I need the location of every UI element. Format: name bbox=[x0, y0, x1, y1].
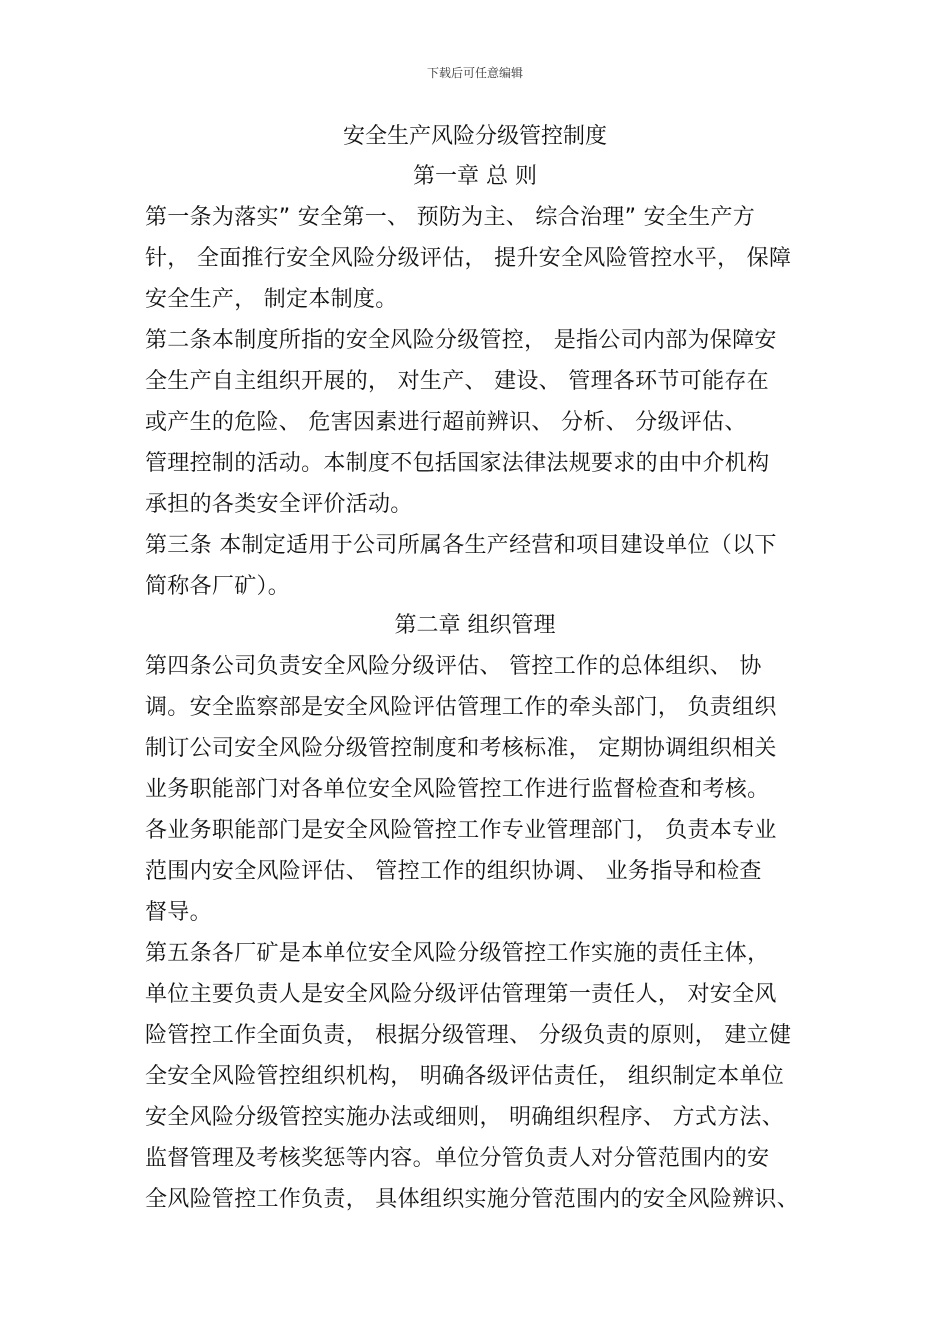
text-line: 督导。 bbox=[145, 900, 212, 925]
text-line: 或产生的危险、 危害因素进行超前辨识、 分析、 分级评估、 bbox=[145, 410, 747, 435]
text-line: 第二条本制度所指的安全风险分级管控， 是指公司内部为保障安 bbox=[145, 328, 777, 353]
text-line: 各业务职能部门是安全风险管控工作专业管理部门， 负责本专业 bbox=[145, 818, 777, 843]
article-5 bbox=[145, 933, 825, 1220]
text-line: 管理控制的活动。本制度不包括国家法律法规要求的由中介机构 bbox=[145, 451, 770, 476]
text-line: 单位主要负责人是安全风险分级评估管理第一责任人， 对安全风 bbox=[145, 982, 777, 1007]
text-line: 针， 全面推行安全风险分级评估， 提升安全风险管控水平， 保障 bbox=[145, 246, 792, 271]
text-line: 全风险管控工作负责， 具体组织实施分管范围内的安全风险辨识、 bbox=[145, 1187, 799, 1212]
text-line: 第一条为落实” 安全第一、 预防为主、 综合治理” 安全生产方 bbox=[145, 205, 756, 230]
text-line: 制订公司安全风险分级管控制度和考核标准， 定期协调组织相关 bbox=[145, 736, 777, 761]
article-4 bbox=[145, 646, 825, 933]
text-line: 业务职能部门对各单位安全风险管控工作进行监督检查和考核。 bbox=[145, 777, 770, 802]
text-line: 承担的各类安全评价活动。 bbox=[145, 492, 413, 517]
text-line: 第五条各厂矿是本单位安全风险分级管控工作实施的责任主体， bbox=[145, 941, 770, 966]
text-line: 全生产自主组织开展的， 对生产、 建设、 管理各环节可能存在 bbox=[145, 369, 769, 394]
document-title: 安全生产风险分级管控制度 bbox=[342, 124, 607, 149]
article-1 bbox=[145, 197, 825, 320]
text-line: 第四条公司负责安全风险分级评估、 管控工作的总体组织、 协 bbox=[145, 654, 762, 679]
article-2 bbox=[145, 320, 825, 525]
text-line: 险管控工作全面负责， 根据分级管理、 分级负责的原则， 建立健 bbox=[145, 1023, 792, 1048]
text-line: 全安全风险管控组织机构， 明确各级评估责任， 组织制定本单位 bbox=[145, 1064, 784, 1089]
text-line: 调。安全监察部是安全风险评估管理工作的牵头部门， 负责组织 bbox=[145, 695, 777, 720]
text-line: 安全风险分级管控实施办法或细则， 明确组织程序、 方式方法、 bbox=[145, 1105, 784, 1130]
article-3 bbox=[145, 525, 825, 607]
page-header-note: 下载后可任意编辑 bbox=[426, 66, 523, 80]
text-line: 简称各厂矿）。 bbox=[145, 574, 291, 599]
text-line: 安全生产， 制定本制度。 bbox=[145, 287, 398, 312]
text-line: 范围内安全风险评估、 管控工作的组织协调、 业务指导和检查 bbox=[145, 859, 762, 884]
chapter-2-title: 第二章 组织管理 bbox=[394, 613, 556, 638]
text-line: 第三条 本制定适用于公司所属各生产经营和项目建设单位（以下 bbox=[145, 533, 777, 558]
chapter-1-title: 第一章 总 则 bbox=[413, 164, 537, 189]
text-line: 监督管理及考核奖惩等内容。单位分管负责人对分管范围内的安 bbox=[145, 1146, 770, 1171]
